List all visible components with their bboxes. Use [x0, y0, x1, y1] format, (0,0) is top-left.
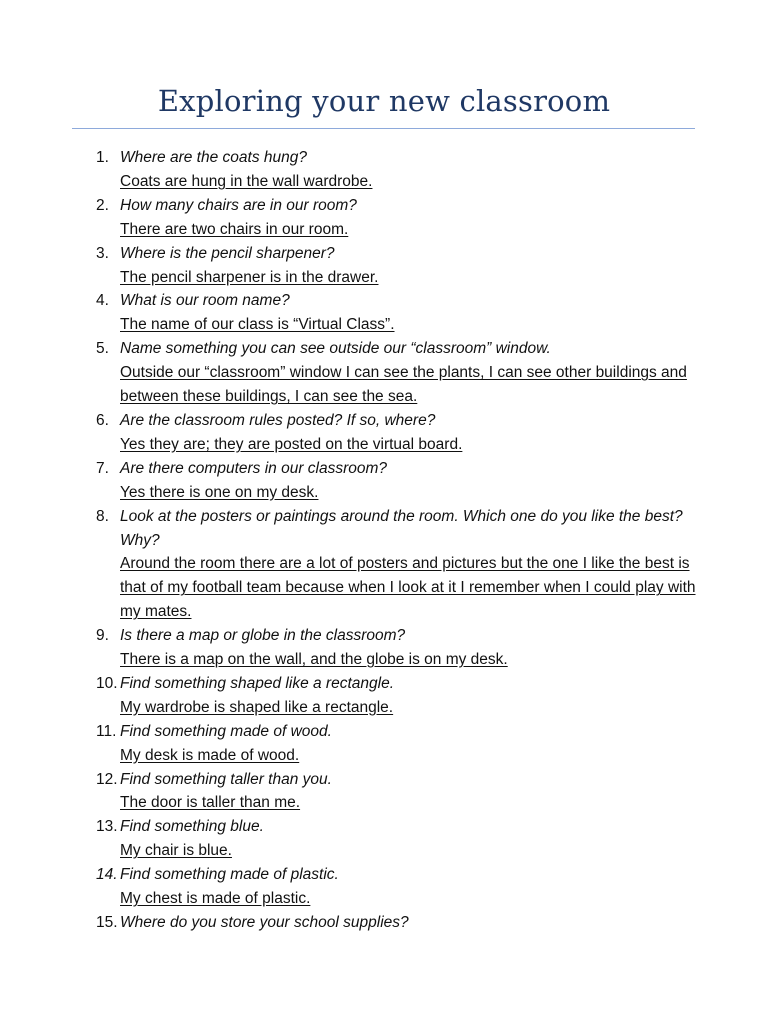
answer-text: Yes they are; they are posted on the virtual board. — [120, 435, 463, 453]
list-item — [0, 624, 768, 672]
list-item — [0, 194, 768, 242]
question-text: Are the classroom rules posted? If so, where? — [120, 411, 436, 429]
list-item — [0, 337, 768, 409]
question-text: Name something you can see outside our “classroom” window. — [120, 340, 551, 358]
question-text: How many chairs are in our room? — [120, 196, 357, 214]
item-number: 8. — [96, 507, 109, 525]
item-number: 13. — [96, 818, 118, 836]
answer-text: Outside our “classroom” window I can see the plants, I can see other buildings and between these buildings, I can see the sea. — [120, 364, 687, 406]
question-text: Find something taller than you. — [120, 770, 332, 788]
list-item — [0, 863, 768, 911]
answer-text: Around the room there are a lot of posters and pictures but the one I like the best is that of my football team because when I look at it I remember when I could play with my mates. — [120, 555, 696, 621]
item-number: 7. — [96, 459, 109, 477]
question-text: Are there computers in our classroom? — [120, 459, 388, 477]
item-number: 11. — [96, 722, 117, 740]
answer-text: The pencil sharpener is in the drawer. — [120, 268, 379, 286]
list-item — [0, 457, 768, 505]
title-divider — [72, 128, 695, 129]
question-list — [0, 146, 768, 935]
list-item — [0, 720, 768, 768]
item-number: 9. — [96, 627, 109, 645]
list-item — [0, 146, 768, 194]
item-number: 4. — [96, 292, 109, 310]
answer-text: The name of our class is “Virtual Class”. — [120, 316, 395, 334]
page-title: Exploring your new classroom — [157, 84, 611, 118]
list-item — [0, 815, 768, 863]
question-text: Find something made of wood. — [120, 722, 332, 740]
answer-text: Yes there is one on my desk. — [120, 483, 319, 501]
question-text: Is there a map or globe in the classroom? — [120, 627, 406, 645]
question-text: Where is the pencil sharpener? — [120, 244, 335, 262]
answer-text: There are two chairs in our room. — [120, 220, 349, 238]
question-text: Find something shaped like a rectangle. — [120, 674, 394, 692]
question-text: Where are the coats hung? — [120, 149, 307, 166]
list-item — [0, 289, 768, 337]
item-number: 15. — [96, 914, 118, 931]
item-number: 1. — [96, 149, 109, 166]
question-text: Find something made of plastic. — [120, 866, 339, 884]
question-text: What is our room name? — [120, 292, 290, 310]
item-number: 5. — [96, 340, 109, 358]
list-item — [0, 505, 768, 625]
item-number: 12. — [96, 770, 118, 788]
answer-text: My wardrobe is shaped like a rectangle. — [120, 698, 394, 716]
item-number: 10. — [96, 674, 118, 692]
list-item — [0, 672, 768, 720]
item-number: 14. — [96, 866, 118, 884]
answer-text: Coats are hung in the wall wardrobe. — [120, 172, 373, 190]
answer-text: The door is taller than me. — [120, 794, 301, 812]
list-item — [0, 911, 768, 935]
answer-text: There is a map on the wall, and the globe is on my desk. — [120, 651, 508, 669]
list-item — [0, 768, 768, 816]
item-number: 2. — [96, 196, 109, 214]
answer-text: My chest is made of plastic. — [120, 890, 311, 908]
question-text: Where do you store your school supplies? — [120, 914, 409, 931]
answer-text: My chair is blue. — [120, 842, 232, 860]
item-number: 6. — [96, 411, 109, 429]
list-item — [0, 242, 768, 290]
item-number: 3. — [96, 244, 109, 262]
question-text: Look at the posters or paintings around the room. Which one do you like the best? Why? — [120, 507, 683, 549]
list-item — [0, 409, 768, 457]
question-text: Find something blue. — [120, 818, 264, 836]
answer-text: My desk is made of wood. — [120, 746, 300, 764]
